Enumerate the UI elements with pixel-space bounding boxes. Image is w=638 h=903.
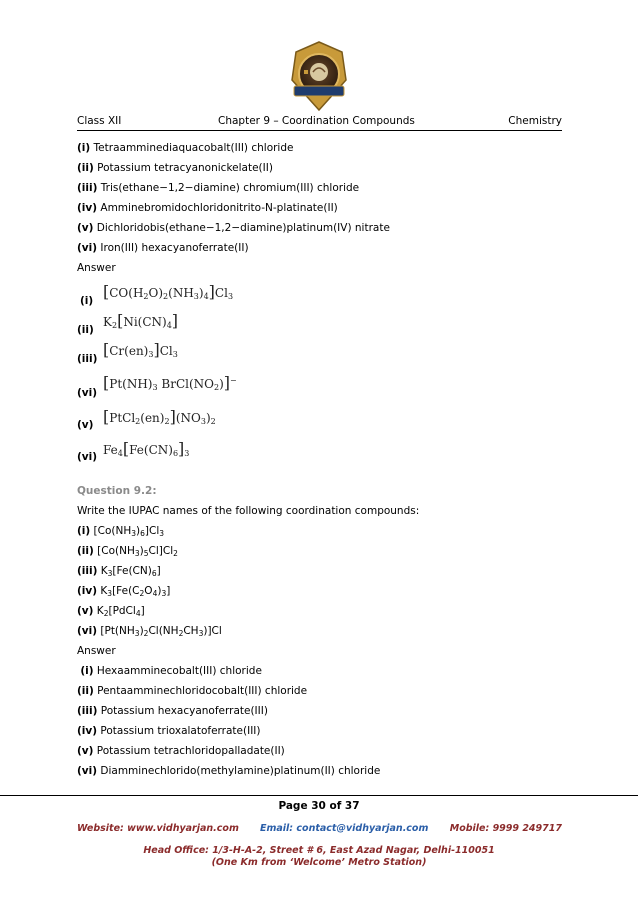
formula-image: $[Cr(en)_3]Cl_3$ xyxy=(103,340,178,359)
question-item: (vi) $[Pt(NH_3)_2Cl(NH_2CH_3)]Cl$ xyxy=(77,625,222,638)
answer-item: (ii) Pentaamminechloridocobalt(III) chloride xyxy=(77,685,308,697)
question-item: (vi) Iron(III) hexacyanoferrate(II) xyxy=(77,242,249,254)
formula-image: $Fe_4[Fe(CN)_6]_3$ xyxy=(103,439,190,458)
page-number: Page 30 of 37 xyxy=(278,800,360,812)
head-office-address: Head Office: 1/3-H-A-2, Street # 6, East Azad Nagar, Delhi-110051 (One Km from ‘Welcome’ Metro Station) xyxy=(143,845,495,868)
question-item: (iv) $K_3[Fe(C_2O_4)_3]$ xyxy=(77,585,171,598)
website-link[interactable]: Website: www.vidhyarjan.com xyxy=(77,823,239,834)
answer-formula-row: (vi) [$Pt(NH)_3$ $BrCl(NO_2)]^-$ xyxy=(77,373,237,399)
formula-image: $K_2[Ni(CN)_4]$ xyxy=(103,311,179,330)
email-link[interactable]: Email: contact@vidhyarjan.com xyxy=(260,823,429,834)
chapter-title: Chapter 9 – Coordination Compounds xyxy=(218,115,415,127)
answer-item: (vi) Diamminechlorido(methylamine)platinum(II) chloride xyxy=(77,765,381,777)
answer-formula-row: (vi) $Fe_4[Fe(CN)_6]_3$ xyxy=(77,439,190,463)
formula-image: $[PtCl_2(en)_2](NO_3)_2$ xyxy=(103,407,216,426)
answer-formula-row: (i) $[CO(H_2O)_2(NH_3)_4]Cl_3$ xyxy=(80,282,234,307)
answer-item: (iv) Potassium trioxalatoferrate(III) xyxy=(77,725,261,737)
question-item: (iv) Amminebromidochloridonitrito-N-platinate(II) xyxy=(77,202,338,214)
answer-formula-row: (ii) $K_2[Ni(CN)_4]$ xyxy=(77,311,179,336)
subject-label: Chemistry xyxy=(508,115,562,127)
question-item: (v) Dichloridobis(ethane−1,2−diamine)platinum(IV) nitrate xyxy=(77,222,390,234)
page-header xyxy=(77,114,562,131)
question-prompt: Write the IUPAC names of the following coordination compounds: xyxy=(77,505,420,517)
class-label: Class XII xyxy=(77,115,122,127)
vidhyarjan-logo xyxy=(284,40,354,114)
mobile-number: Mobile: 9999 249717 xyxy=(449,823,562,834)
answer-item: (v) Potassium tetrachloridopalladate(II) xyxy=(77,745,285,757)
answer-label: Answer xyxy=(77,262,116,274)
question-item: (iii) $K_3[Fe(CN)_6]$ xyxy=(77,565,161,578)
answer-item: (iii) Potassium hexacyanoferrate(III) xyxy=(77,705,268,717)
question-item: (iii) Tris(ethane−1,2−diamine) chromium(III) chloride xyxy=(77,182,360,194)
formula-image: [$Pt(NH)_3$ $BrCl(NO_2)]^-$ xyxy=(103,373,237,392)
question-item: (v) $K_2[PdCl_4]$ xyxy=(77,605,145,618)
question-item: (ii) Potassium tetracyanonickelate(II) xyxy=(77,162,273,174)
answer-label: Answer xyxy=(77,645,116,657)
page-content xyxy=(77,138,567,781)
answer-item: (i) Hexaamminecobalt(III) chloride xyxy=(80,665,262,677)
footer-divider xyxy=(0,795,638,796)
question-item: (ii) $[Co(NH_3)_5Cl]Cl_2$ xyxy=(77,545,178,558)
question-title: Question 9.2: xyxy=(77,485,157,497)
question-item: (i) Tetraamminediaquacobalt(III) chloride xyxy=(77,142,294,154)
answer-formula-row: (iii) $[Cr(en)_3]Cl_3$ xyxy=(77,340,178,365)
formula-image: $[CO(H_2O)_2(NH_3)_4]Cl_3$ xyxy=(103,282,234,301)
answer-formula-row: (v) $[PtCl_2(en)_2](NO_3)_2$ xyxy=(77,407,216,431)
question-item: (i) $[Co(NH_3)_6]Cl_3$ xyxy=(77,525,165,538)
